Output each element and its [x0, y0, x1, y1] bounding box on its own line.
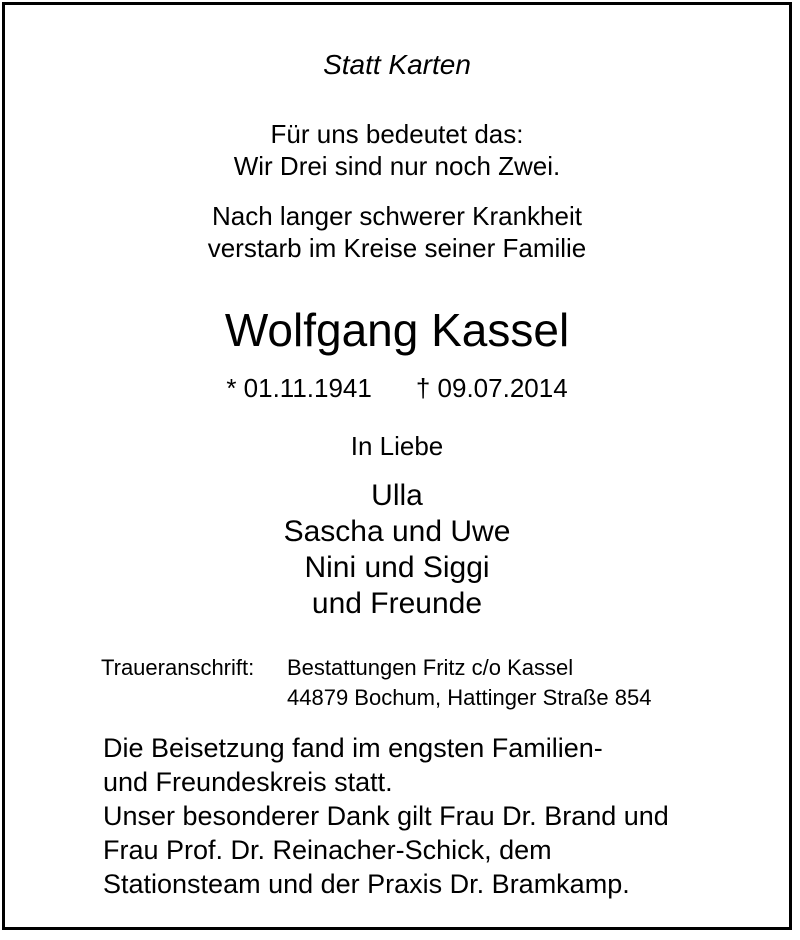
footer-line: Frau Prof. Dr. Reinacher-Schick, dem — [103, 835, 552, 865]
footer-text — [103, 731, 669, 901]
signatory: und Freunde — [311, 587, 483, 620]
mourning-address — [101, 653, 651, 713]
life-dates — [5, 373, 789, 404]
obituary-notice — [2, 2, 792, 930]
deceased-name: Wolfgang Kassel — [224, 304, 570, 356]
signatory: Sascha und Uwe — [283, 515, 511, 548]
address-line: Bestattungen Fritz c/o Kassel — [287, 655, 574, 680]
footer-line: Stationsteam und der Praxis Dr. Bramkamp. — [103, 869, 630, 899]
intro-line: verstarb im Kreise seiner Familie — [207, 233, 587, 263]
footer-line: und Freundeskreis statt. — [103, 767, 393, 797]
footer-line: Die Beisetzung fand im engsten Familien- — [103, 733, 603, 763]
intro-line: Nach langer schwerer Krankheit — [212, 201, 582, 231]
address-line: 44879 Bochum, Hattinger Straße 854 — [287, 685, 652, 710]
heading: Statt Karten — [323, 49, 471, 80]
intro-line: Für uns bedeutet das: — [270, 119, 524, 149]
address-lines — [287, 653, 651, 713]
intro-line: Wir Drei sind nur noch Zwei. — [233, 151, 561, 181]
signatory: Ulla — [371, 479, 423, 512]
address-label: Traueranschrift: — [101, 655, 255, 680]
signatory: Nini und Siggi — [304, 551, 490, 584]
closing-phrase: In Liebe — [350, 431, 444, 461]
footer-line: Unser besonderer Dank gilt Frau Dr. Brand und — [103, 801, 669, 831]
death-date: † 09.07.2014 — [415, 373, 568, 403]
birth-date: * 01.11.1941 — [226, 373, 372, 403]
